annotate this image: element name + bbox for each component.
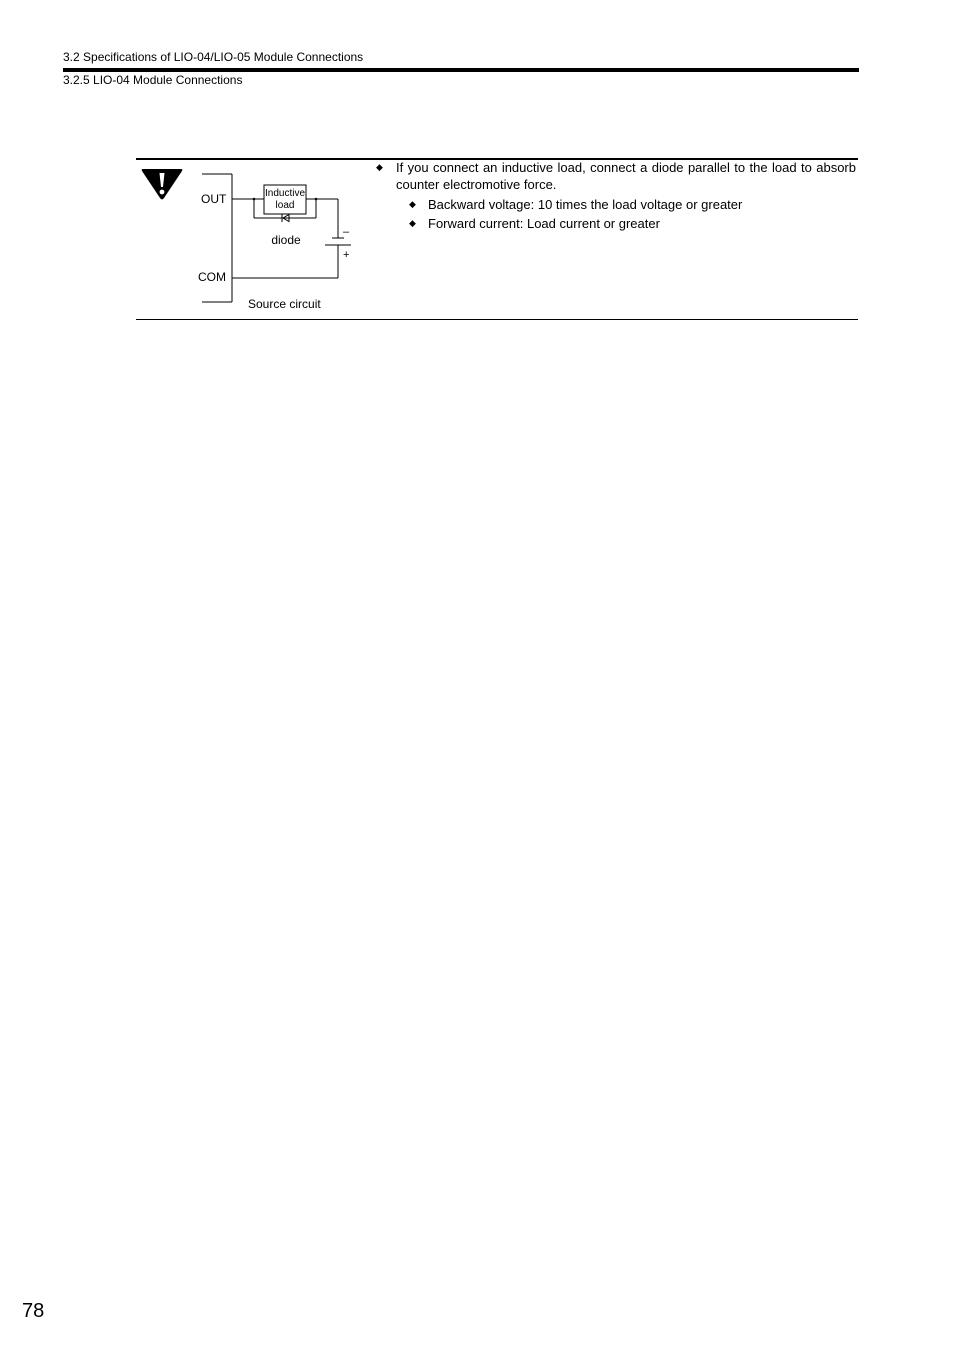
diagram-caption: Source circuit — [248, 297, 321, 311]
caution-notes — [376, 159, 856, 233]
load-label-line2: load — [275, 200, 295, 211]
battery-symbol — [325, 238, 351, 245]
list-item — [376, 159, 856, 193]
page-number: 78 — [22, 1300, 45, 1322]
sub-list — [376, 195, 856, 233]
caution-main-text: If you connect an inductive load, connect a diode parallel to the load to absorb counter electromotive force. — [396, 160, 856, 192]
out-label: OUT — [201, 192, 227, 206]
caution-exclamation-icon — [140, 167, 184, 201]
caution-box — [136, 158, 858, 320]
load-label-line1: Inductive — [264, 188, 306, 199]
diode-label: diode — [271, 233, 301, 247]
diamond-bullet-icon: ◆ — [409, 199, 416, 209]
header-rule — [63, 68, 859, 72]
list-item — [376, 214, 856, 233]
source-circuit-diagram — [192, 166, 372, 316]
battery-plus-label: + — [343, 249, 350, 261]
caution-bottom-rule — [136, 319, 858, 320]
diamond-bullet-icon: ◆ — [409, 218, 416, 228]
sub-item-text: Forward current: Load current or greater — [428, 216, 660, 231]
sub-item-text: Backward voltage: 10 times the load voltage or greater — [428, 197, 743, 212]
subsection-header: 3.2.5 LIO-04 Module Connections — [63, 73, 243, 87]
diamond-bullet-icon: ◆ — [376, 162, 383, 172]
list-item — [376, 195, 856, 214]
com-label: COM — [198, 270, 226, 284]
section-header: 3.2 Specifications of LIO-04/LIO-05 Module Connections — [63, 50, 364, 64]
battery-minus-label: – — [343, 226, 350, 238]
